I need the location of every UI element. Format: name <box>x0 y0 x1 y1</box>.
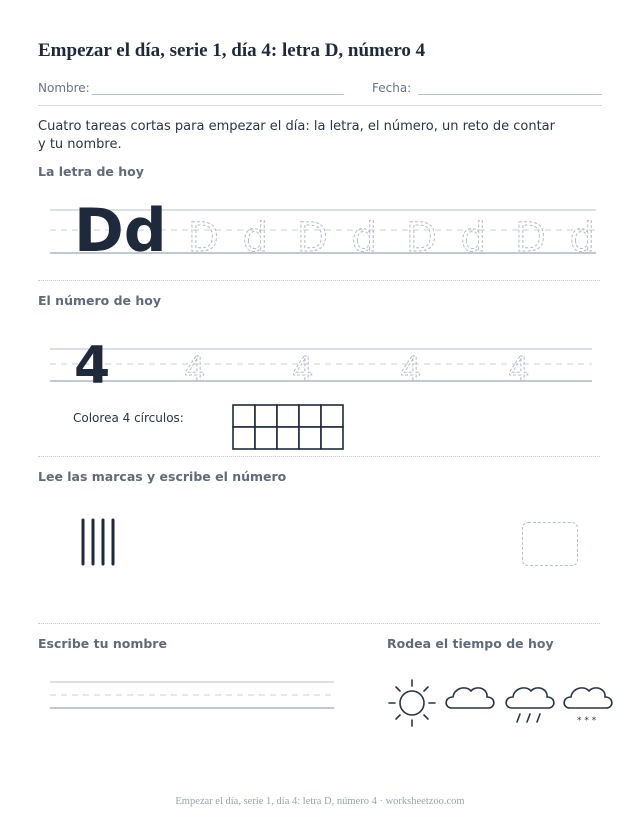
trace-number[interactable]: 4 <box>508 350 530 390</box>
date-field[interactable] <box>418 94 602 95</box>
answer-box[interactable] <box>522 522 578 566</box>
ten-frame-cell[interactable] <box>233 427 255 449</box>
ten-frame-cell[interactable] <box>321 427 343 449</box>
name-label: Nombre: <box>38 81 90 95</box>
svg-text:* * *: * * * <box>577 716 597 726</box>
number-tracing-area[interactable] <box>0 330 640 390</box>
rain-cloud-icon[interactable] <box>506 688 554 722</box>
ten-frame-cell[interactable] <box>299 427 321 449</box>
intro-text: Cuatro tareas cortas para empezar el día: la letra, el número, un reto de contar y tu nombre. <box>38 119 555 152</box>
section-divider <box>38 456 600 457</box>
tally-heading: Lee las marcas y escribe el número <box>38 469 287 484</box>
name-writing-lines[interactable] <box>0 676 345 716</box>
footer: Empezar el día, serie 1, día 4: letra D, número 4 · worksheetzoo.com <box>175 796 465 807</box>
trace-letter[interactable]: d <box>569 215 595 261</box>
model-number: 4 <box>74 336 111 390</box>
trace-letter[interactable]: D <box>515 215 546 261</box>
name-field[interactable] <box>92 94 344 95</box>
letter-heading: La letra de hoy <box>38 164 144 179</box>
weather-heading: Rodea el tiempo de hoy <box>387 636 554 651</box>
date-label: Fecha: <box>372 81 412 95</box>
ten-frame[interactable] <box>232 404 346 452</box>
ten-frame-cell[interactable] <box>299 405 321 427</box>
trace-letter[interactable]: d <box>351 215 377 261</box>
trace-letter[interactable]: D <box>297 215 328 261</box>
model-letter: Dd <box>74 196 167 266</box>
tally-marks <box>76 518 124 568</box>
sun-icon[interactable] <box>389 680 435 726</box>
ten-frame-cell[interactable] <box>255 405 277 427</box>
ten-frame-cell[interactable] <box>321 405 343 427</box>
ten-frame-cell[interactable] <box>277 427 299 449</box>
snow-cloud-icon[interactable] <box>564 688 612 726</box>
color-circles-label: Colorea 4 círculos: <box>73 411 184 425</box>
weather-options <box>386 676 616 732</box>
trace-number[interactable]: 4 <box>400 350 422 390</box>
trace-letter[interactable]: D <box>406 215 437 261</box>
section-divider <box>38 280 600 281</box>
header-divider <box>38 105 602 106</box>
trace-letter[interactable]: D <box>188 215 219 261</box>
number-heading: El número de hoy <box>38 293 161 308</box>
page-title: Empezar el día, serie 1, día 4: letra D, número 4 <box>38 40 426 61</box>
ten-frame-cell[interactable] <box>233 405 255 427</box>
trace-number[interactable]: 4 <box>184 350 206 390</box>
trace-letter[interactable]: d <box>242 215 268 261</box>
ten-frame-cell[interactable] <box>255 427 277 449</box>
ten-frame-cell[interactable] <box>277 405 299 427</box>
trace-number[interactable]: 4 <box>292 350 314 390</box>
name-writing-heading: Escribe tu nombre <box>38 636 167 651</box>
letter-tracing-area[interactable] <box>0 190 640 270</box>
trace-letter[interactable]: d <box>460 215 486 261</box>
section-divider <box>38 623 600 624</box>
cloud-icon[interactable] <box>446 688 494 708</box>
